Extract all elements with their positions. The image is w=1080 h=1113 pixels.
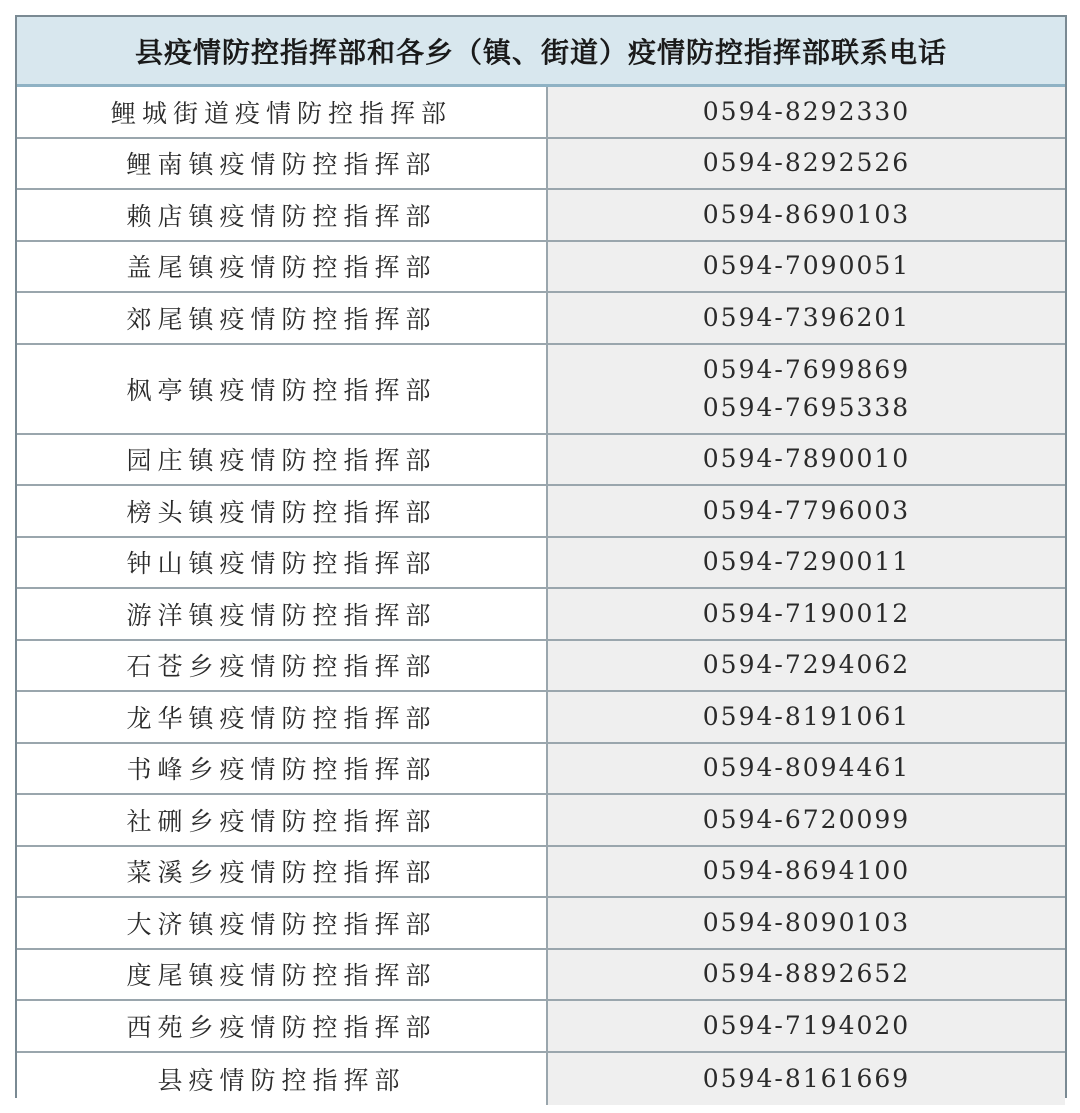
phone-cell xyxy=(548,641,1065,691)
phone-number[interactable]: 0594-7796003 xyxy=(702,495,911,525)
phone-cell xyxy=(548,242,1065,292)
table-row xyxy=(17,1001,1065,1053)
table-row xyxy=(17,486,1065,538)
command-name-cell: 榜头镇疫情防控指挥部 xyxy=(17,486,548,536)
table-row xyxy=(17,87,1065,139)
command-name-cell: 枫亭镇疫情防控指挥部 xyxy=(17,345,548,433)
phone-number[interactable]: 0594-8191061 xyxy=(702,701,911,731)
table-row xyxy=(17,795,1065,847)
command-name-cell: 赖店镇疫情防控指挥部 xyxy=(17,190,548,240)
phone-number[interactable]: 0594-8892652 xyxy=(702,959,911,989)
table-title-bar xyxy=(17,17,1065,87)
command-name-cell: 县疫情防控指挥部 xyxy=(17,1053,548,1105)
phone-cell xyxy=(548,435,1065,485)
phone-cell xyxy=(548,486,1065,536)
phone-number[interactable]: 0594-7699869 xyxy=(702,354,911,384)
phone-cell xyxy=(548,589,1065,639)
phone-cell xyxy=(548,1001,1065,1051)
phone-number[interactable]: 0594-8292330 xyxy=(702,96,911,126)
phone-cell xyxy=(548,692,1065,742)
table-row xyxy=(17,242,1065,294)
table-row xyxy=(17,139,1065,191)
table-row xyxy=(17,589,1065,641)
command-name-cell: 盖尾镇疫情防控指挥部 xyxy=(17,242,548,292)
phone-cell xyxy=(548,345,1065,433)
command-name-cell: 游洋镇疫情防控指挥部 xyxy=(17,589,548,639)
table-row xyxy=(17,898,1065,950)
command-name-cell: 龙华镇疫情防控指挥部 xyxy=(17,692,548,742)
phone-number[interactable]: 0594-7294062 xyxy=(702,650,911,680)
phone-number[interactable]: 0594-7695338 xyxy=(702,392,911,422)
command-name-cell: 大济镇疫情防控指挥部 xyxy=(17,898,548,948)
table-row xyxy=(17,190,1065,242)
phone-number[interactable]: 0594-7290011 xyxy=(702,547,911,577)
command-name-cell: 社硎乡疫情防控指挥部 xyxy=(17,795,548,845)
phone-cell xyxy=(548,744,1065,794)
table-row xyxy=(17,1053,1065,1105)
command-name-cell: 鲤南镇疫情防控指挥部 xyxy=(17,139,548,189)
phone-cell xyxy=(548,847,1065,897)
command-name-cell: 度尾镇疫情防控指挥部 xyxy=(17,950,548,1000)
table-row xyxy=(17,847,1065,899)
table-row xyxy=(17,641,1065,693)
phone-number[interactable]: 0594-8090103 xyxy=(702,907,911,937)
table-row xyxy=(17,692,1065,744)
phone-number[interactable]: 0594-8094461 xyxy=(702,753,911,783)
phone-cell xyxy=(548,190,1065,240)
phone-number[interactable]: 0594-7396201 xyxy=(702,302,911,332)
phone-number[interactable]: 0594-8292526 xyxy=(702,148,911,178)
table-row xyxy=(17,293,1065,345)
command-name-cell: 园庄镇疫情防控指挥部 xyxy=(17,435,548,485)
contact-table-body xyxy=(17,87,1065,1105)
table-row xyxy=(17,538,1065,590)
table-title: 县疫情防控指挥部和各乡（镇、街道）疫情防控指挥部联系电话 xyxy=(134,35,947,69)
contact-table-frame xyxy=(15,15,1067,1098)
phone-cell xyxy=(548,1053,1065,1105)
command-name-cell: 菜溪乡疫情防控指挥部 xyxy=(17,847,548,897)
command-name-cell: 西苑乡疫情防控指挥部 xyxy=(17,1001,548,1051)
phone-cell xyxy=(548,795,1065,845)
phone-cell xyxy=(548,538,1065,588)
phone-number[interactable]: 0594-7190012 xyxy=(702,598,911,628)
command-name-cell: 书峰乡疫情防控指挥部 xyxy=(17,744,548,794)
phone-cell xyxy=(548,293,1065,343)
phone-number[interactable]: 0594-7890010 xyxy=(702,444,911,474)
phone-cell xyxy=(548,950,1065,1000)
phone-cell xyxy=(548,898,1065,948)
command-name-cell: 鲤城街道疫情防控指挥部 xyxy=(17,87,548,137)
phone-cell xyxy=(548,87,1065,137)
table-row xyxy=(17,744,1065,796)
table-row xyxy=(17,950,1065,1002)
phone-number[interactable]: 0594-8161669 xyxy=(702,1063,911,1093)
phone-cell xyxy=(548,139,1065,189)
table-row xyxy=(17,345,1065,435)
phone-number[interactable]: 0594-6720099 xyxy=(702,804,911,834)
phone-number[interactable]: 0594-8690103 xyxy=(702,199,911,229)
command-name-cell: 郊尾镇疫情防控指挥部 xyxy=(17,293,548,343)
command-name-cell: 石苍乡疫情防控指挥部 xyxy=(17,641,548,691)
phone-number[interactable]: 0594-8694100 xyxy=(702,856,911,886)
command-name-cell: 钟山镇疫情防控指挥部 xyxy=(17,538,548,588)
phone-number[interactable]: 0594-7090051 xyxy=(702,251,911,281)
phone-number[interactable]: 0594-7194020 xyxy=(702,1010,911,1040)
table-row xyxy=(17,435,1065,487)
